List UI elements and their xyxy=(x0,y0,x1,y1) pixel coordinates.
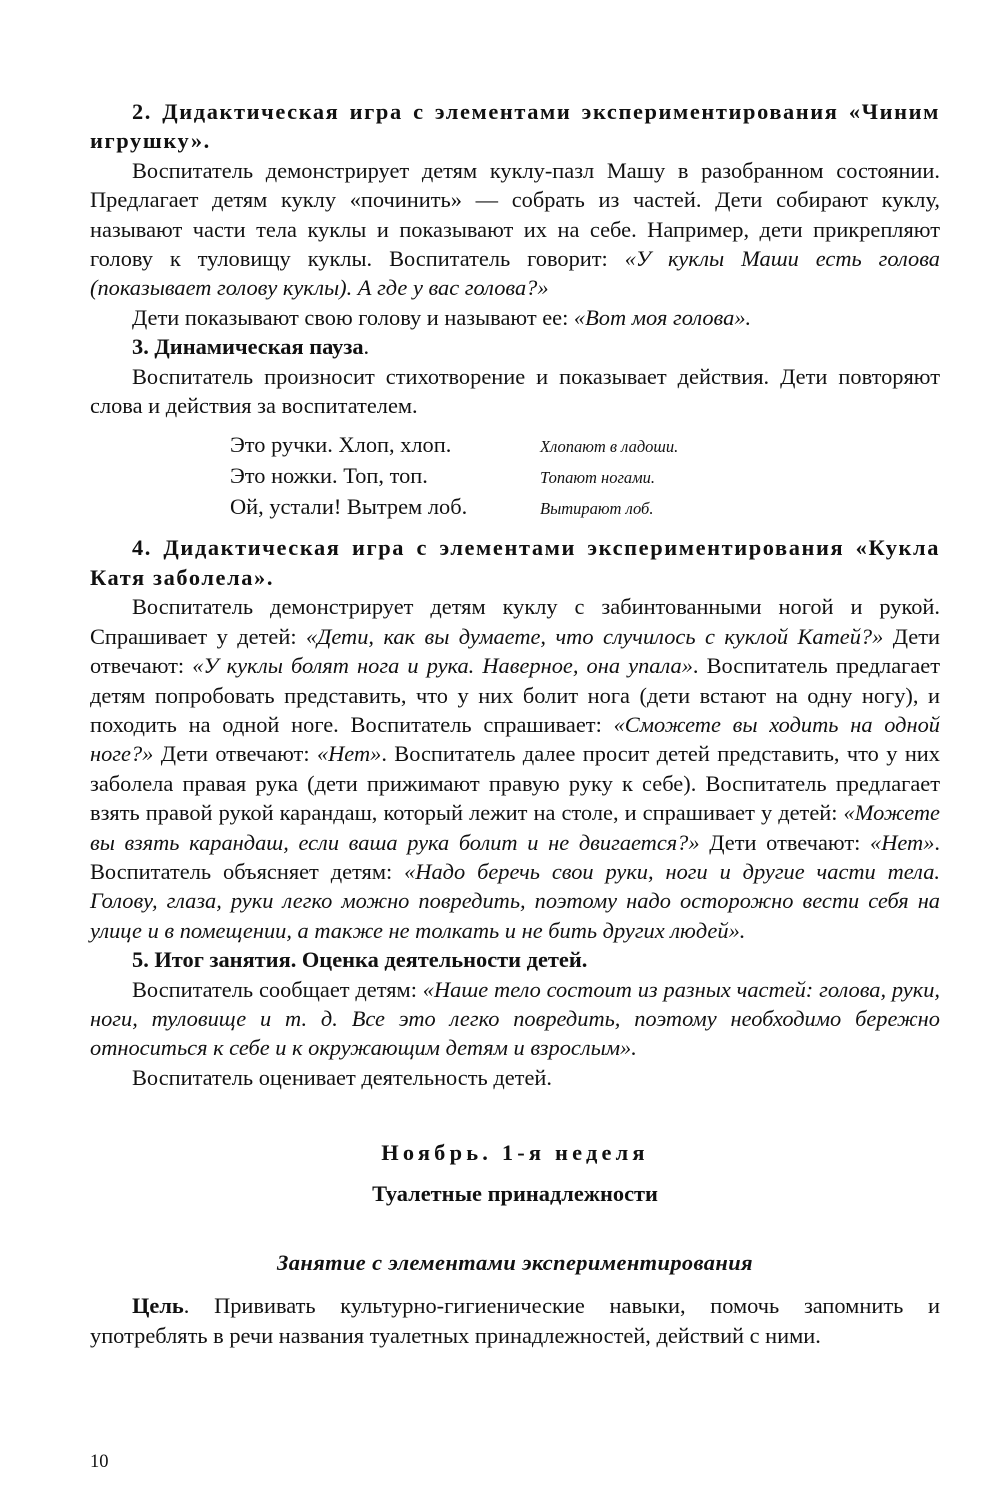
section-4-text: . Воспитатель далее просит детей представить, что у них заболела правая рука (дети прижимают правую руку к себе). Воспитатель предлагает взять правой рукой карандаш, который лежит на столе, и спрашивает у детей: xyxy=(90,741,940,826)
poem-row xyxy=(230,430,850,461)
poem xyxy=(230,430,850,523)
page-text xyxy=(90,97,940,1350)
section-2-text: Воспитатель демонстрирует детям куклу-пазл Машу в разобранном состоянии. Предлагает детям куклу «починить» — собрать из частей. Дети собирают куклу, называют части тела куклы и показывают их на себе. Например, дети прикрепляют голову к туловищу куклы. Воспитатель говорит: xyxy=(90,157,940,272)
section-4-quote: «У куклы болят нога и рука. Наверное, она упала» xyxy=(192,653,693,679)
section-5-quote: «Наше тело состоит из разных частей: голова, руки, ноги, туловище и т. д. Все это легко повредить, поэтому необходимо бережно относиться к себе и к окружающим детям и взрослым». xyxy=(90,976,940,1061)
section-3-heading xyxy=(90,332,940,361)
section-3-paragraph: Воспитатель произносит стихотворение и показывает действия. Дети повторяют слова и действия за воспитателем. xyxy=(90,363,940,419)
section-2-paragraph xyxy=(90,156,940,303)
poem-row xyxy=(230,492,850,523)
section-2-answer xyxy=(90,303,940,332)
goal-paragraph xyxy=(90,1291,940,1350)
goal-label: Цель xyxy=(132,1293,184,1319)
section-5-paragraph xyxy=(90,975,940,1063)
section-5-closing: Воспитатель оценивает деятельность детей. xyxy=(132,1064,552,1090)
poem-action: Хлопают в ладоши. xyxy=(540,437,679,457)
poem-line: Это ручки. Хлоп, хлоп. xyxy=(230,432,452,458)
section-4-text: Воспитатель демонстрирует детям куклу с забинтованными ногой и рукой. Спрашивает у детей: xyxy=(90,594,940,649)
section-4-quote: «Дети, как вы думаете, что случилось с куклой Катей?» xyxy=(305,623,884,649)
section-4-text: . Воспитатель объясняет детям: xyxy=(90,829,940,884)
section-2-answer-text: Дети показывают свою голову и называют ее: xyxy=(132,304,574,330)
poem-row xyxy=(230,461,850,492)
poem-action: Вытирают лоб. xyxy=(540,499,654,519)
poem-line: Ой, устали! Вытрем лоб. xyxy=(230,494,468,520)
section-4-text: Дети отвечают: xyxy=(699,829,871,855)
section-5-text: Воспитатель сообщает детям: xyxy=(132,976,423,1002)
section-2-answer-quote: «Вот моя голова». xyxy=(573,304,752,330)
topic-heading: Туалетные принадлежности xyxy=(372,1180,658,1206)
section-4-quote: «Сможете вы ходить на одной ноге?» xyxy=(90,711,940,767)
section-4-paragraph xyxy=(90,592,940,945)
section-4-heading: 4. Дидактическая игра с элементами экспериментирования «Кукла Катя заболела». xyxy=(90,535,940,590)
section-2-heading: 2. Дидактическая игра с элементами экспериментирования «Чиним игрушку». xyxy=(90,99,940,154)
month-heading: Ноябрь. 1-я неделя xyxy=(381,1140,649,1166)
section-3-heading-end: . xyxy=(363,334,370,360)
lesson-heading: Занятие с элементами экспериментирования xyxy=(276,1250,753,1275)
section-2-quote: «У куклы Маши есть голова (показывает голову куклы). А где у вас голова?» xyxy=(90,246,940,301)
section-4-quote: «Нет» xyxy=(316,741,382,767)
section-4-quote: «Надо беречь свои руки, ноги и другие части тела. Голову, глаза, руки легко можно повредить, поэтому надо осторожно вести себя на улице и в помещении, а также не толкать и не бить других людей». xyxy=(90,858,940,943)
goal-text: . Прививать культурно-гигиенические навыки, помочь запомнить и употреблять в речи названия туалетных принадлежностей, действий с ними. xyxy=(90,1293,940,1348)
poem-action: Топают ногами. xyxy=(540,468,656,488)
section-4-quote: «Нет» xyxy=(870,829,935,855)
poem-line: Это ножки. Топ, топ. xyxy=(230,463,428,489)
section-4-text: Дети отвечают: xyxy=(90,623,940,679)
section-5-heading: 5. Итог занятия. Оценка деятельности детей. xyxy=(132,947,588,973)
section-3-heading-text: 3. Динамическая пауза xyxy=(132,334,364,360)
section-4-text: Дети отвечают: xyxy=(153,741,317,767)
page-number: 10 xyxy=(90,1452,109,1472)
section-4-quote: «Можете вы взять карандаш, если ваша рука болит и не двигается?» xyxy=(90,800,940,855)
section-4-text: . Воспитатель предлагает детям попробовать представить, что у них болит нога (дети встают на одну ногу), и походить на одной ноге. Воспитатель спрашивает: xyxy=(90,653,941,737)
